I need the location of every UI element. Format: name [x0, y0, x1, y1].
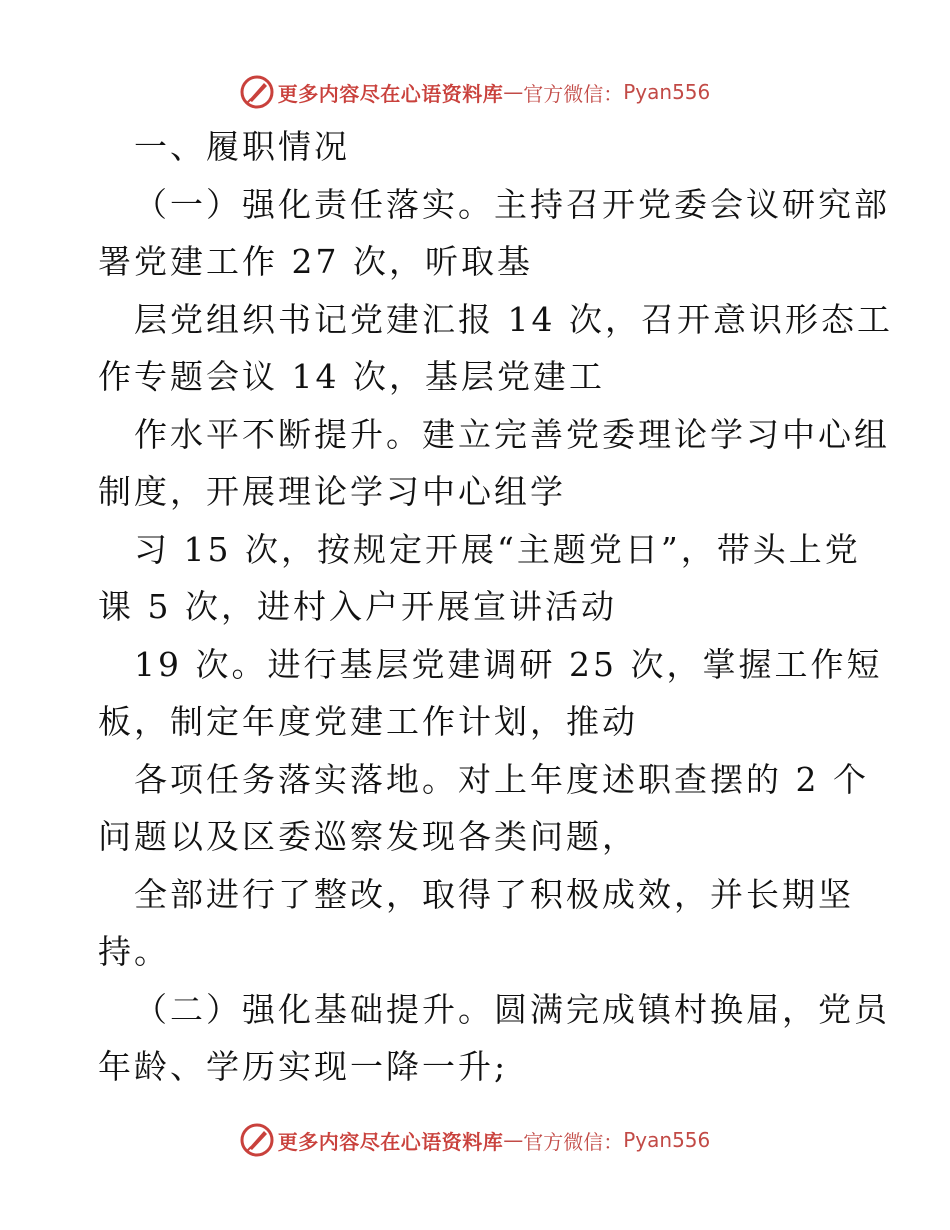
watermark-dash: — — [503, 1128, 524, 1152]
watermark-wechat-id: Pyan556 — [623, 80, 711, 104]
paragraph-line: 课 5 次，进村入户开展宣讲活动 — [98, 587, 617, 626]
paragraph-line: 习 15 次，按规定开展“主题党日”，带头上党 — [134, 529, 861, 569]
paragraph-line: 作专题会议 14 次，基层党建工 — [98, 357, 605, 396]
footer-watermark — [0, 1120, 950, 1160]
paragraph-line: 层党组织书记党建汇报 14 次，召开意识形态工 — [134, 299, 893, 339]
paragraph-line: 19 次。进行基层党建调研 25 次，掌握工作短 — [134, 644, 883, 684]
paragraph-line: 问题以及区委巡察发现各类问题， — [98, 817, 638, 856]
paragraph-line: 全部进行了整改，取得了积极成效，并长期坚 — [134, 874, 854, 914]
watermark-wechat-label: 官方微信： — [523, 1129, 624, 1154]
paragraph-line: 年龄、学历实现一降一升; — [98, 1047, 509, 1086]
quill-logo-icon — [240, 1123, 274, 1157]
quill-logo-icon — [240, 75, 274, 109]
paragraph-line: 各项任务落实落地。对上年度述职查摆的 2 个 — [134, 759, 869, 799]
watermark-wechat-label: 官方微信： — [523, 81, 624, 106]
paragraph-line: 持。 — [98, 932, 170, 971]
header-watermark — [0, 72, 950, 112]
section-heading: 一、履职情况 — [134, 127, 350, 166]
paragraph-line: （一）强化责任落实。主持召开党委会议研究部 — [134, 184, 890, 224]
paragraph-line: 作水平不断提升。建立完善党委理论学习中心组 — [134, 414, 890, 454]
watermark-text: 更多内容尽在心语资料库 — [277, 1129, 504, 1154]
document-body — [98, 118, 893, 1096]
watermark-wechat-id: Pyan556 — [623, 1128, 711, 1152]
paragraph-line: 制度，开展理论学习中心组学 — [98, 472, 566, 511]
paragraph-line: 板，制定年度党建工作计划，推动 — [98, 702, 638, 741]
watermark-dash: — — [503, 80, 524, 104]
paragraph-line: （二）强化基础提升。圆满完成镇村换届，党员 — [134, 989, 890, 1029]
watermark-text: 更多内容尽在心语资料库 — [277, 81, 504, 106]
paragraph-line: 署党建工作 27 次，听取基 — [98, 242, 533, 281]
